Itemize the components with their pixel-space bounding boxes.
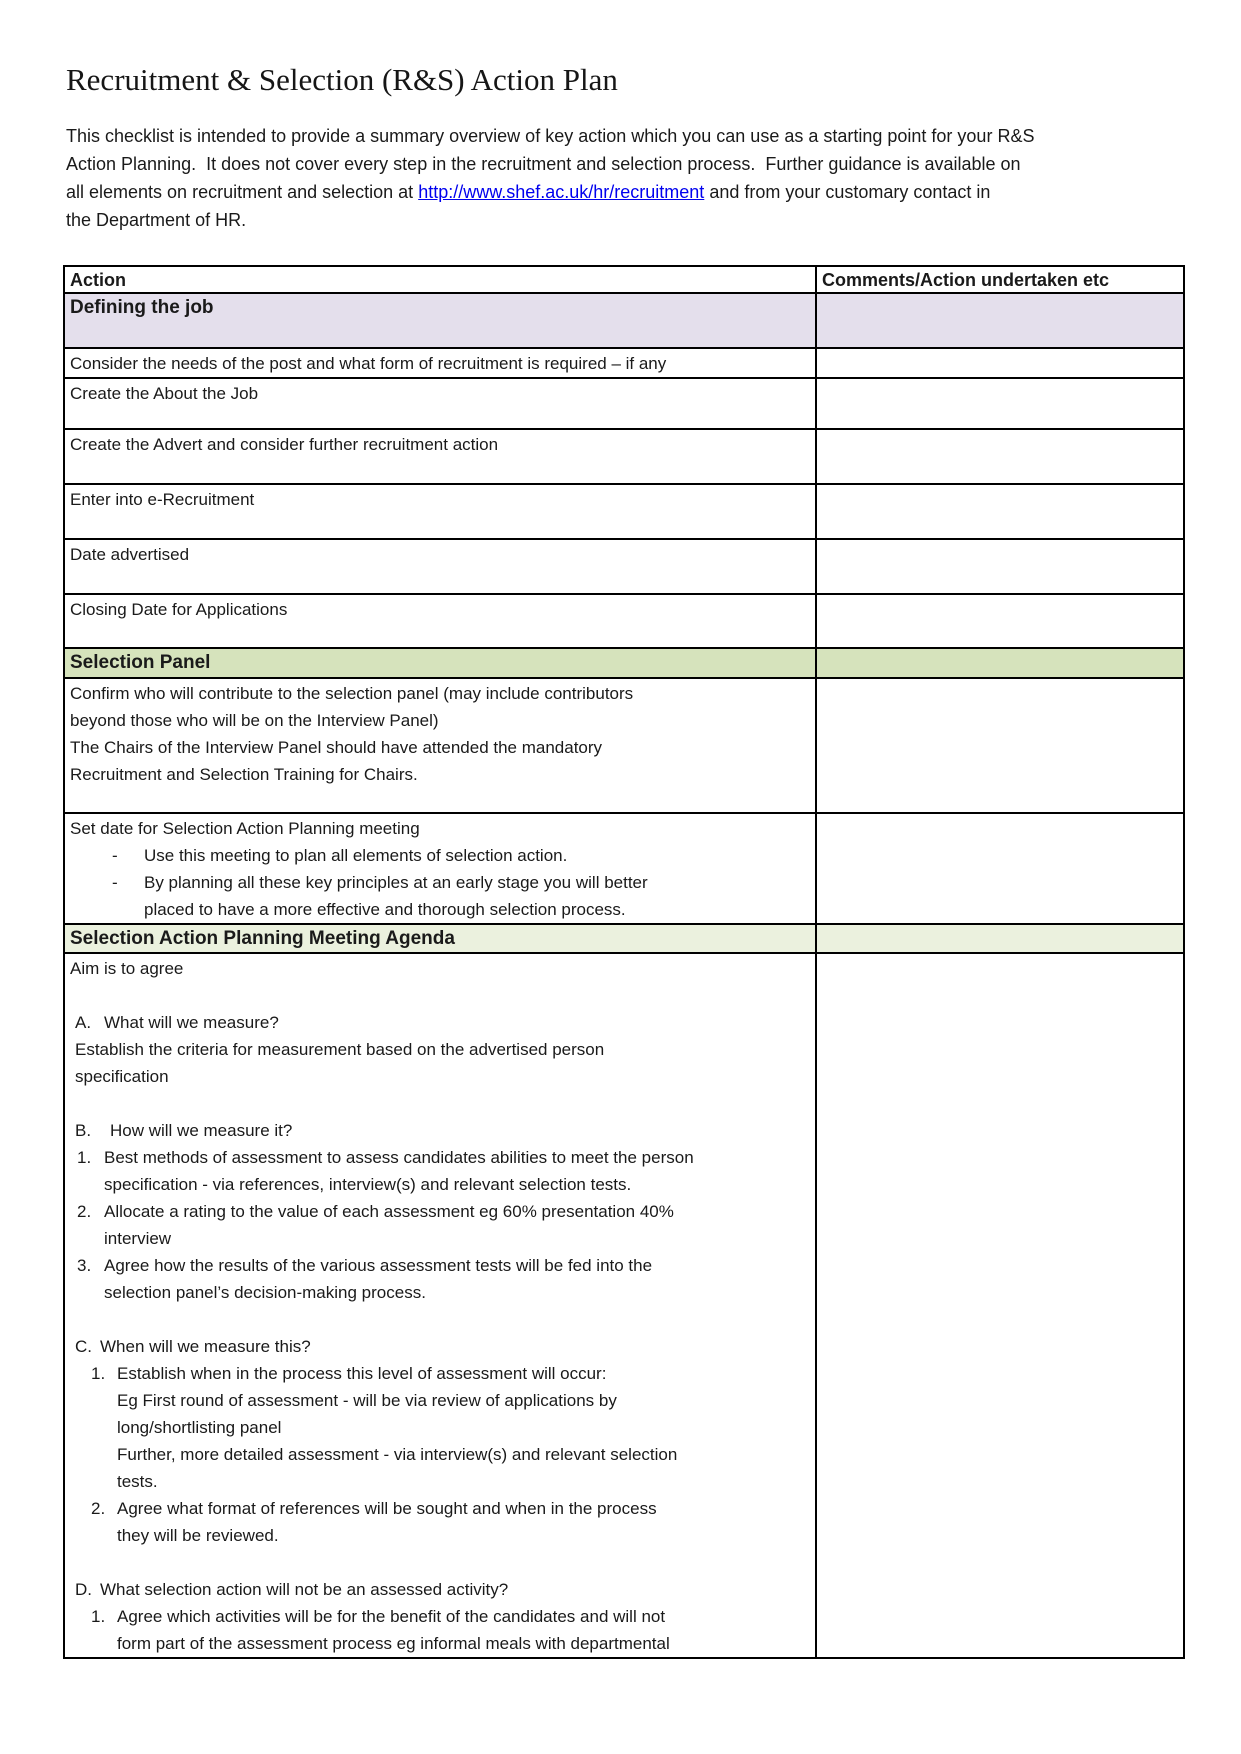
text-line-content: Create the About the Job — [70, 384, 259, 403]
text-line-content: Closing Date for Applications — [70, 600, 288, 619]
list-marker: - — [112, 846, 118, 865]
text-line — [70, 1333, 810, 1360]
text-line — [70, 1063, 810, 1090]
list-marker: - — [112, 873, 118, 892]
row-enter-e-recruitment-comments-cell — [816, 484, 1184, 539]
row-closing-date-comments-cell — [816, 594, 1184, 648]
text-line-content: How will we measure it? — [110, 1121, 293, 1140]
intro-line-3-before: all elements on recruitment and selection at — [66, 182, 419, 202]
text-line — [70, 1360, 810, 1387]
row-confirm-panel-action-cell — [64, 678, 816, 813]
intro-line-3 — [66, 178, 1186, 206]
text-line-content: What selection action will not be an assessed activity? — [100, 1580, 509, 1599]
text-line — [70, 1171, 810, 1198]
row-agenda-detail — [64, 953, 1184, 1658]
text-line-content: Create the Advert and consider further recruitment action — [70, 435, 499, 454]
section-defining-the-job-comments-cell — [816, 293, 1184, 348]
text-line — [70, 1198, 810, 1225]
text-line-content: Set date for Selection Action Planning meeting — [70, 819, 420, 838]
intro-line-3-after: and from your customary contact in — [704, 182, 991, 202]
text-line — [70, 842, 810, 869]
text-line — [70, 869, 810, 896]
text-line — [70, 1009, 810, 1036]
row-create-about-the-job-comments-cell — [816, 378, 1184, 429]
text-line — [70, 1225, 810, 1252]
intro-line-4: the Department of HR. — [66, 210, 247, 230]
text-line-content: When will we measure this? — [100, 1337, 311, 1356]
list-marker: 3. — [77, 1256, 92, 1275]
column-header-comments: Comments/Action undertaken etc — [816, 266, 1184, 293]
list-marker: 1. — [77, 1148, 92, 1167]
text-line-content: tests. — [117, 1472, 158, 1491]
text-line-content: form part of the assessment process eg informal meals with departmental — [117, 1634, 670, 1653]
row-agenda-detail-comments-cell — [816, 953, 1184, 1658]
table-header-row — [64, 266, 1184, 293]
section-defining-the-job-action-cell — [64, 293, 816, 348]
text-line-content: Recruitment and Selection Training for Chairs. — [70, 765, 418, 784]
text-line — [70, 815, 810, 842]
text-line — [70, 486, 810, 513]
text-line — [70, 1522, 810, 1549]
text-line-content: Establish when in the process this level of assessment will occur: — [117, 1364, 607, 1383]
text-line-content: long/shortlisting panel — [117, 1418, 282, 1437]
row-consider-needs — [64, 348, 1184, 378]
list-marker: D. — [75, 1580, 92, 1599]
row-date-advertised — [64, 539, 1184, 594]
section-defining-the-job-label: Defining the job — [70, 297, 214, 318]
recruitment-guidance-link[interactable]: http://www.shef.ac.uk/hr/recruitment — [418, 182, 705, 202]
section-selection-panel — [64, 648, 1184, 678]
row-consider-needs-comments-cell — [816, 348, 1184, 378]
text-line — [70, 680, 810, 707]
section-selection-panel-comments-cell — [816, 648, 1184, 678]
text-line — [70, 1603, 810, 1630]
text-line-content: selection panel’s decision-making process. — [104, 1283, 426, 1302]
list-marker: C. — [75, 1337, 92, 1356]
text-line-content: Agree what format of references will be sought and when in the process — [117, 1499, 657, 1518]
section-selection-panel-action-cell — [64, 648, 816, 678]
text-line — [70, 1036, 810, 1063]
row-closing-date — [64, 594, 1184, 648]
intro-line-2: Action Planning. It does not cover every step in the recruitment and selection process. Further guidance is available on — [66, 154, 1021, 174]
text-line — [70, 1144, 810, 1171]
text-line — [70, 955, 810, 982]
text-line — [70, 1279, 810, 1306]
row-set-date-planning-meeting-action-cell — [64, 813, 816, 924]
list-marker: 1. — [91, 1607, 106, 1626]
text-line-content: Establish the criteria for measurement based on the advertised person — [75, 1040, 605, 1059]
text-line-content: Date advertised — [70, 545, 190, 564]
row-enter-e-recruitment-action-cell — [64, 484, 816, 539]
row-create-about-the-job-action-cell — [64, 378, 816, 429]
text-line — [70, 380, 810, 407]
section-planning-meeting-agenda — [64, 924, 1184, 953]
action-plan-table — [63, 265, 1185, 1659]
text-line — [70, 1306, 810, 1333]
text-line-content: placed to have a more effective and thorough selection process. — [144, 900, 626, 919]
text-line — [70, 1441, 810, 1468]
list-marker: A. — [75, 1013, 92, 1032]
text-line — [70, 1252, 810, 1279]
section-planning-meeting-agenda-comments-cell — [816, 924, 1184, 953]
list-marker: 2. — [77, 1202, 92, 1221]
text-line — [70, 596, 810, 623]
column-header-action: Action — [64, 266, 816, 293]
text-line — [70, 1090, 810, 1117]
text-line-content: interview — [104, 1229, 172, 1248]
row-date-advertised-comments-cell — [816, 539, 1184, 594]
text-line — [70, 350, 810, 377]
list-marker: 2. — [91, 1499, 106, 1518]
page-title: Recruitment & Selection (R&S) Action Plan — [66, 62, 618, 97]
text-line-content: specification — [75, 1067, 169, 1086]
text-line-content: Further, more detailed assessment - via interview(s) and relevant selection — [117, 1445, 678, 1464]
text-line-content: beyond those who will be on the Interview Panel) — [70, 711, 439, 730]
text-line — [70, 1630, 810, 1657]
text-line-content: Enter into e-Recruitment — [70, 490, 255, 509]
row-create-advert — [64, 429, 1184, 484]
text-line — [70, 896, 810, 923]
section-planning-meeting-agenda-action-cell — [64, 924, 816, 953]
row-create-about-the-job — [64, 378, 1184, 429]
text-line — [70, 431, 810, 458]
list-marker: 1. — [91, 1364, 106, 1383]
text-line — [70, 761, 810, 788]
text-line-content: What will we measure? — [104, 1013, 279, 1032]
text-line — [70, 707, 810, 734]
text-line — [70, 734, 810, 761]
section-planning-meeting-agenda-label: Selection Action Planning Meeting Agenda — [70, 928, 455, 949]
row-confirm-panel — [64, 678, 1184, 813]
list-marker: B. — [75, 1121, 92, 1140]
text-line-content: Confirm who will contribute to the selection panel (may include contributors — [70, 684, 634, 703]
row-create-advert-action-cell — [64, 429, 816, 484]
action-table-body — [64, 293, 1184, 1658]
intro-paragraph — [66, 122, 1186, 234]
text-line — [70, 1549, 810, 1576]
text-line-content: Agree which activities will be for the benefit of the candidates and will not — [117, 1607, 666, 1626]
row-set-date-planning-meeting — [64, 813, 1184, 924]
text-line — [70, 1387, 810, 1414]
row-consider-needs-action-cell — [64, 348, 816, 378]
intro-line-1: This checklist is intended to provide a summary overview of key action which you can use as a starting point for your R&S — [66, 126, 1035, 146]
section-defining-the-job — [64, 293, 1184, 348]
text-line — [70, 1414, 810, 1441]
row-set-date-planning-meeting-comments-cell — [816, 813, 1184, 924]
text-line-content: Allocate a rating to the value of each assessment eg 60% presentation 40% — [104, 1202, 674, 1221]
text-line-content: Eg First round of assessment - will be via review of applications by — [117, 1391, 617, 1410]
row-closing-date-action-cell — [64, 594, 816, 648]
section-selection-panel-label: Selection Panel — [70, 652, 211, 673]
text-line-content: Use this meeting to plan all elements of selection action. — [144, 846, 568, 865]
text-line-content: By planning all these key principles at an early stage you will better — [144, 873, 648, 892]
text-line — [70, 1576, 810, 1603]
text-line — [70, 1468, 810, 1495]
text-line-content: specification - via references, interview(s) and relevant selection tests. — [104, 1175, 632, 1194]
text-line — [70, 541, 810, 568]
text-line-content: they will be reviewed. — [117, 1526, 279, 1545]
text-line-content: Best methods of assessment to assess candidates abilities to meet the person — [104, 1148, 694, 1167]
text-line — [70, 1117, 810, 1144]
text-line-content: Agree how the results of the various assessment tests will be fed into the — [104, 1256, 653, 1275]
row-date-advertised-action-cell — [64, 539, 816, 594]
row-agenda-detail-action-cell — [64, 953, 816, 1658]
text-line — [70, 1495, 810, 1522]
text-line — [70, 982, 810, 1009]
row-enter-e-recruitment — [64, 484, 1184, 539]
text-line-content: Aim is to agree — [70, 959, 184, 978]
row-create-advert-comments-cell — [816, 429, 1184, 484]
text-line-content: The Chairs of the Interview Panel should have attended the mandatory — [70, 738, 603, 757]
text-line-content: Consider the needs of the post and what form of recruitment is required – if any — [70, 354, 667, 373]
row-confirm-panel-comments-cell — [816, 678, 1184, 813]
